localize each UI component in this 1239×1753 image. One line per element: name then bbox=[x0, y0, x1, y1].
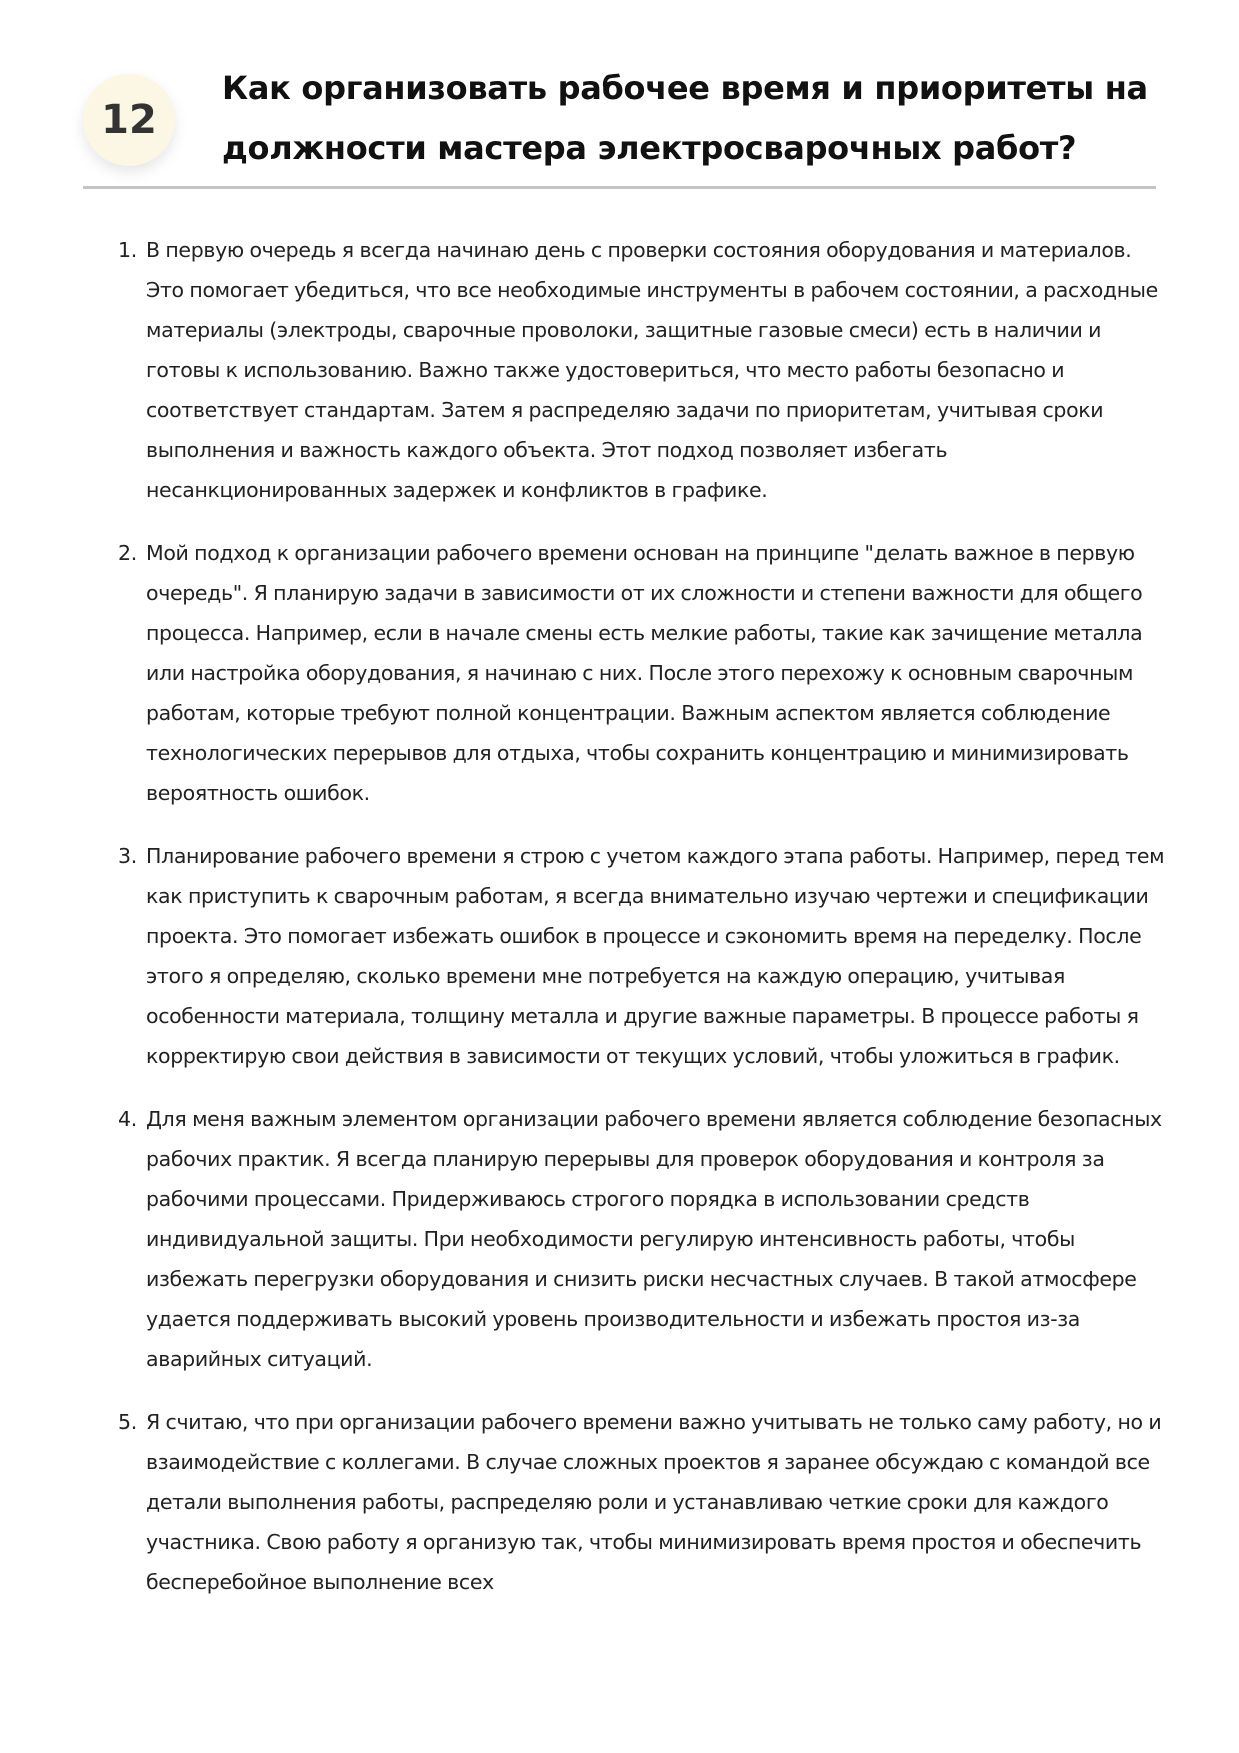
answer-number: 3. bbox=[118, 844, 137, 868]
answer-text: В первую очередь я всегда начинаю день с проверки состояния оборудования и материалов. Это помогает убедиться, что все необходимые инструменты в рабочем состоянии, а расходные материалы (электроды, сварочные проволоки, защитные газовые смеси) есть в наличии и готовы к использованию. Важно также удостовериться, что место работы безопасно и соответствует стандартам. Затем я распределяю задачи по приоритетам, учитывая сроки выполнения и важность каждого объекта. Этот подход позволяет избегать несанкционированных задержек и конфликтов в графике. bbox=[146, 238, 1158, 502]
answer-text: Я считаю, что при организации рабочего времени важно учитывать не только саму работу, но и взаимодействие с коллегами. В случае сложных проектов я заранее обсуждаю с командой все детали выполнения работы, распределяю роли и устанавливаю четкие сроки для каждого участника. Свою работу я организую так, чтобы минимизировать время простоя и обеспечить бесперебойное выполнение всех bbox=[146, 1410, 1162, 1594]
answer-item-5 bbox=[118, 1402, 1168, 1602]
answer-item-2 bbox=[118, 533, 1168, 813]
answer-item-3 bbox=[118, 836, 1168, 1076]
answer-number: 2. bbox=[118, 541, 137, 565]
header-divider bbox=[83, 186, 1156, 189]
answer-number: 5. bbox=[118, 1410, 137, 1434]
answer-text: Мой подход к организации рабочего времени основан на принципе "делать важное в первую очередь". Я планирую задачи в зависимости от их сложности и степени важности для общего процесса. Например, если в начале смены есть мелкие работы, такие как зачищение металла или настройка оборудования, я начинаю с них. После этого перехожу к основным сварочным работам, которые требуют полной концентрации. Важным аспектом является соблюдение технологических перерывов для отдыха, чтобы сохранить концентрацию и минимизировать вероятность ошибок. bbox=[146, 541, 1143, 805]
answer-text: Планирование рабочего времени я строю с учетом каждого этапа работы. Например, перед тем как приступить к сварочным работам, я всегда внимательно изучаю чертежи и спецификации проекта. Это помогает избежать ошибок в процессе и сэкономить время на переделку. После этого я определяю, сколько времени мне потребуется на каждую операцию, учитывая особенности материала, толщину металла и другие важные параметры. В процессе работы я корректирую свои действия в зависимости от текущих условий, чтобы уложиться в график. bbox=[146, 844, 1165, 1068]
answer-number: 1. bbox=[118, 238, 137, 262]
answer-text: Для меня важным элементом организации рабочего времени является соблюдение безопасных рабочих практик. Я всегда планирую перерывы для проверок оборудования и контроля за рабочими процессами. Придерживаюсь строгого порядка в использовании средств индивидуальной защиты. При необходимости регулирую интенсивность работы, чтобы избежать перегрузки оборудования и снизить риски несчастных случаев. В такой атмосфере удается поддерживать высокий уровень производительности и избежать простоя из-за аварийных ситуаций. bbox=[146, 1107, 1162, 1371]
answer-number: 4. bbox=[118, 1107, 137, 1131]
answers-list bbox=[118, 230, 1168, 1625]
question-header bbox=[83, 50, 1156, 190]
question-number-badge: 12 bbox=[83, 74, 175, 166]
answer-item-4 bbox=[118, 1099, 1168, 1379]
question-title: Как организовать рабочее время и приоритеты на должности мастера электросварочных работ? bbox=[222, 69, 1148, 167]
answer-item-1 bbox=[118, 230, 1168, 510]
